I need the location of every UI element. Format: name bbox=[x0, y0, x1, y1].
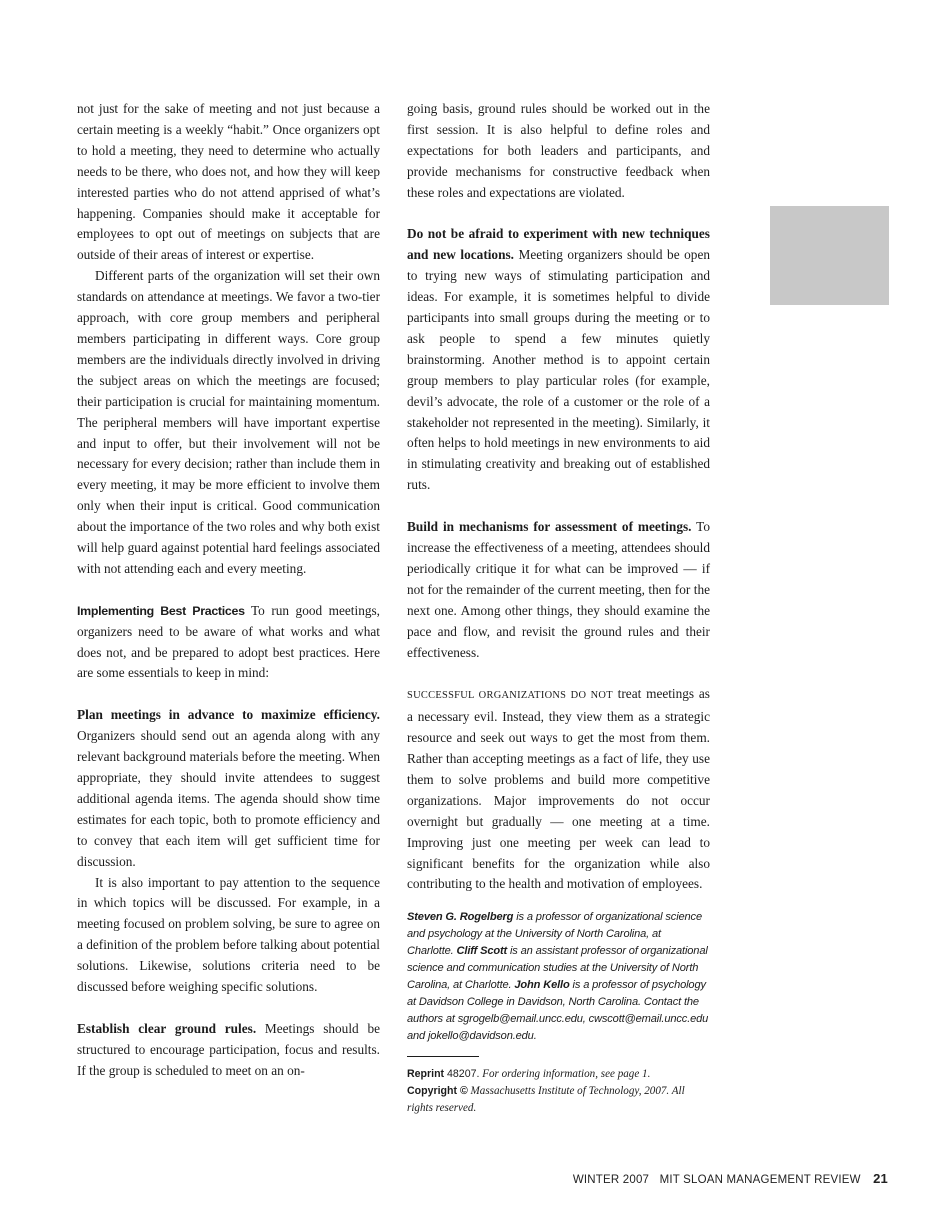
section-heading: Implementing Best Practices bbox=[77, 603, 245, 618]
body-paragraph: It is also important to pay attention to the sequence in which topics will be discussed. For example, in a meeting focused on problem solving, be sure to agree on a definition of the problem before talking about potential solutions. Likewise, solutions criteria need to be discussed before weighing specific solutions. bbox=[77, 874, 380, 995]
author-bio-text: is a professor of organizational science and psychology at the University of North Carolina, at Charlotte. bbox=[407, 911, 702, 958]
page-footer bbox=[573, 1171, 888, 1186]
practice-paragraph bbox=[77, 705, 380, 872]
conclusion-paragraph bbox=[407, 684, 710, 895]
author-name: John Kello bbox=[514, 979, 570, 992]
practice-text: Meetings should be structured to encourage participation, focus and results. If the group is scheduled to meet on an on- bbox=[77, 1020, 380, 1078]
reprint-label: Reprint bbox=[407, 1068, 445, 1081]
practice-paragraph bbox=[407, 517, 710, 663]
copyright-text: Massachusetts Institute of Technology, 2007. All rights reserved. bbox=[407, 1085, 685, 1115]
body-paragraph: going basis, ground rules should be worked out in the first session. It is also helpful to define roles and expectations for both leaders and participants, and provide mechanisms for constructive feedback when these roles and expectations are violated. bbox=[407, 101, 710, 200]
practice-heading: Build in mechanisms for assessment of meetings. bbox=[407, 519, 692, 535]
author-name: Cliff Scott bbox=[456, 945, 508, 958]
practice-text: Organizers should send out an agenda along with any relevant background materials before the meeting. When appropriate, they should invite attendees to suggest additional agenda items. The agenda should show time estimates for each topic, both to promote efficiency and to convey that each item will get sufficient time for discussion. bbox=[77, 728, 380, 869]
conclusion-text: treat meetings as a necessary evil. Instead, they view them as a strategic resource and seek out ways to get the most from them. Rather than accepting meetings as a fact of life, they use them to solve problems and build more competitive organizations. Major improvements do not occur overnight but gradually — one meeting at a time. Improving just one meeting per week can lead to significant benefits for the organization while also contributing to the health and motivation of employees. bbox=[407, 686, 710, 892]
reprint-note: For ordering information, see page 1. bbox=[479, 1068, 651, 1081]
page-number: 21 bbox=[873, 1171, 888, 1186]
footer-issue: WINTER 2007 bbox=[572, 1174, 650, 1186]
divider bbox=[407, 1056, 479, 1057]
right-column bbox=[407, 99, 710, 1117]
practice-paragraph bbox=[407, 224, 710, 496]
body-paragraph: Different parts of the organization will set their own standards on attendance at meetings. We favor a two-tier approach, with core group members and peripheral members participating in different ways. Core group members are the individuals directly involved in driving the subject areas on which the meetings are focused; their participation is crucial for maintaining momentum. The peripheral members will have important expertise and input to offer, but their involvement will not be necessary for every decision; rather than include them in every meeting, it may be more efficient to involve them only when their input is critical. Good communication about the importance of the two roles and why both exist will help guard against potential hard feelings associated with not attending each and every meeting. bbox=[77, 268, 380, 576]
conclusion-lead-in: SUCCESSFUL ORGANIZATIONS DO NOT bbox=[407, 690, 613, 702]
practice-heading: Do not be afraid to experiment with new techniques and new locations. bbox=[407, 226, 710, 263]
footer-publication: MIT SLOAN MANAGEMENT REVIEW bbox=[659, 1174, 861, 1186]
practice-paragraph bbox=[77, 1019, 380, 1082]
copyright-label: Copyright © bbox=[407, 1085, 468, 1098]
author-bio-text: is an assistant professor of organizational science and communication studies at the University of North Carolina, at Charlotte. bbox=[407, 945, 708, 992]
reprint-line bbox=[407, 1066, 710, 1083]
practice-text: Meeting organizers should be open to trying new ways of stimulating participation and ideas. For example, it is sometimes helpful to divide participants into small groups during the meeting or to ask people to spend a few minutes quietly brainstorming. Another method is to appoint certain group members to play particular roles (for example, devil’s advocate, the role of a customer or the role of a stakeholder not represented in the meeting). Similarly, it often helps to hold meetings in new environments to aid in stimulating creativity and breaking out of established ruts. bbox=[407, 247, 710, 493]
gray-margin-block bbox=[770, 206, 889, 305]
practice-heading: Establish clear ground rules. bbox=[77, 1020, 257, 1036]
copyright-line bbox=[407, 1083, 710, 1117]
author-bio bbox=[407, 909, 710, 1045]
section-intro-text: To run good meetings, organizers need to be aware of what works and what does not, and be prepared to adopt best practices. Here are some essentials to keep in mind: bbox=[77, 602, 380, 681]
practice-text: To increase the effectiveness of a meeting, attendees should periodically critique it for what can be improved — if not for the remainder of the current meeting, then for the next one. Among other things, they should examine the pace and flow, and revisit the ground rules and their effectiveness. bbox=[407, 519, 710, 660]
practice-heading: Plan meetings in advance to maximize efficiency. bbox=[77, 707, 380, 723]
section-paragraph bbox=[77, 601, 380, 685]
reprint-number: 48207. bbox=[444, 1068, 480, 1081]
left-column bbox=[77, 99, 380, 1082]
body-paragraph: not just for the sake of meeting and not just because a certain meeting is a weekly “habit.” Once organizers opt to hold a meeting, they need to determine who actually needs to be there, who does not, and how they will keep interested parties who do not attend apprised of what’s happening. Companies should make it acceptable for employees to opt out of meetings on subjects that are outside of their areas of interest or expertise. bbox=[77, 101, 380, 263]
author-bio-text: is a professor of psychology at Davidson College in Davidson, North Carolina. Contact the authors at sgrogelb@email.uncc.edu, cwscott@email.uncc.edu and jokello@davidson.edu. bbox=[407, 979, 709, 1043]
author-name: Steven G. Rogelberg bbox=[407, 911, 514, 924]
